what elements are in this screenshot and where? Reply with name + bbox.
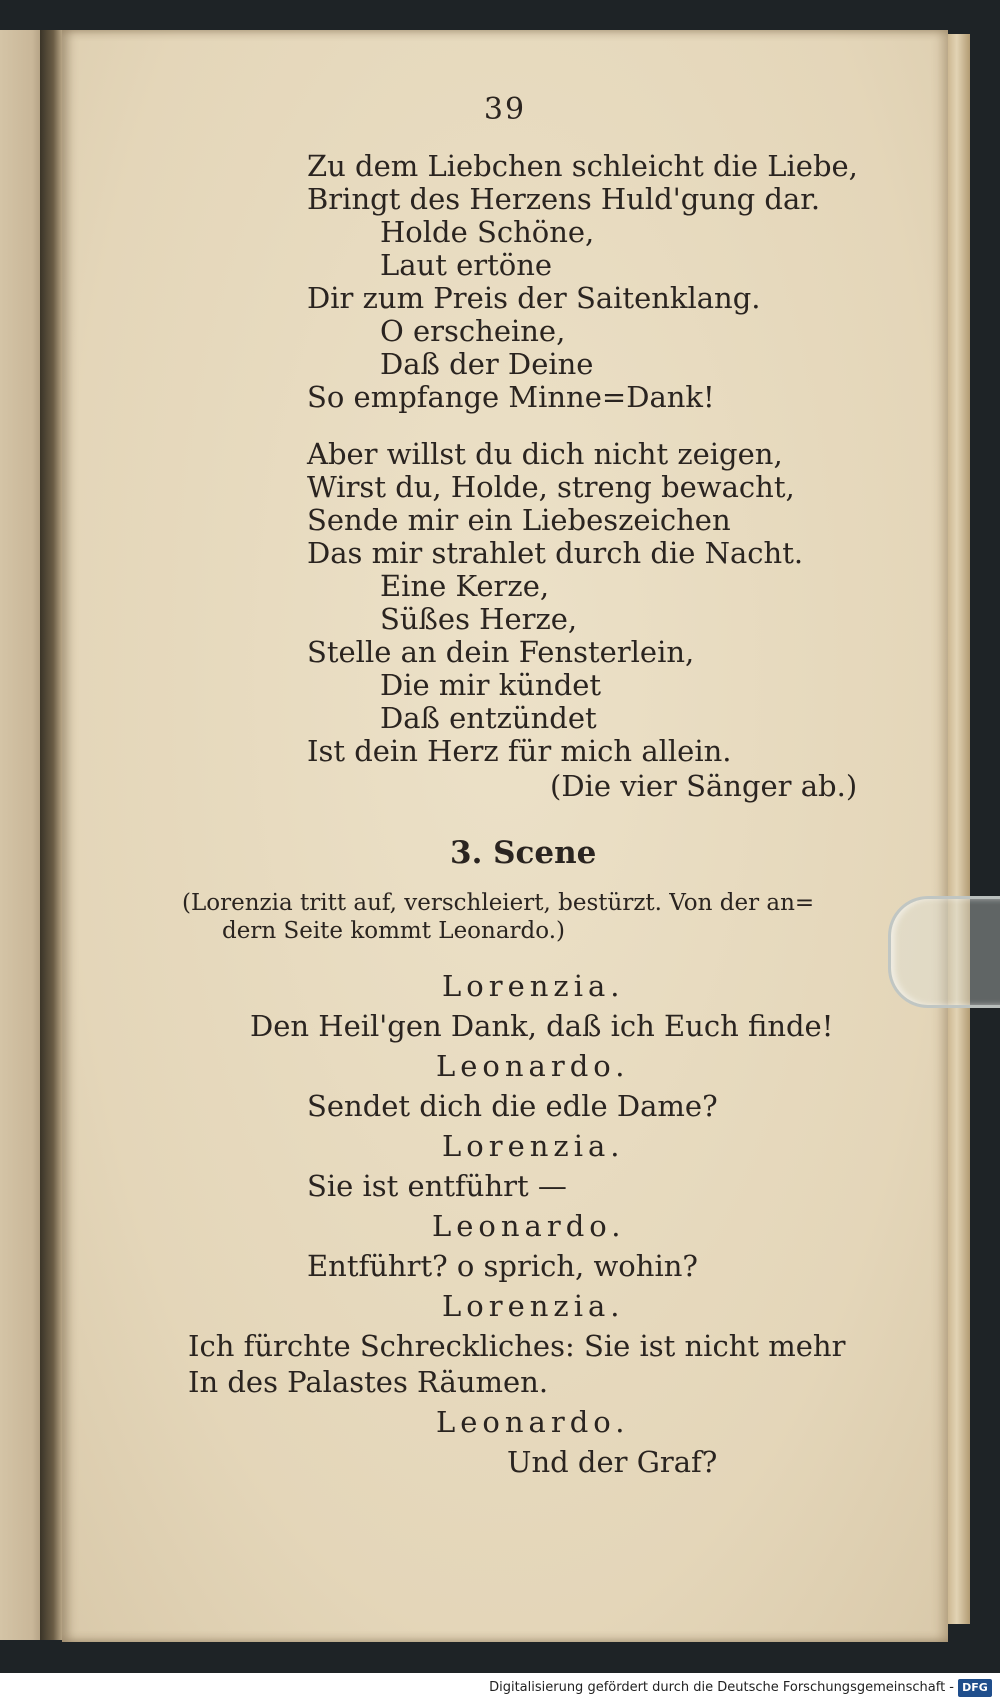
text-line: So empfange Minne=Dank!: [307, 380, 715, 414]
dialogue-line: Und der Graf?: [507, 1445, 718, 1479]
page-clip: [888, 896, 1000, 1008]
stage-direction: dern Seite kommt Leonardo.): [222, 918, 566, 944]
dialogue-line: Entführt? o sprich, wohin?: [307, 1249, 698, 1283]
page-number: 39: [483, 92, 527, 127]
text-line: O erscheine,: [380, 314, 566, 348]
footer-bar: [0, 1673, 1000, 1701]
speaker-name: Leonardo.: [436, 1049, 630, 1083]
text-line: Daß entzündet: [380, 701, 597, 735]
dialogue-line: Sendet dich die edle Dame?: [307, 1089, 718, 1123]
funding-credit: Digitalisierung gefördert durch die Deutsche Forschungsgemeinschaft -: [489, 1680, 954, 1695]
speaker-name: Lorenzia.: [442, 969, 625, 1003]
dfg-logo: DFG: [958, 1679, 992, 1697]
text-line: Holde Schöne,: [380, 215, 595, 249]
dialogue-line: Den Heil'gen Dank, daß ich Euch finde!: [250, 1009, 834, 1043]
text-line: Dir zum Preis der Saitenklang.: [307, 281, 761, 315]
text-line: Eine Kerze,: [380, 569, 550, 603]
text-line: Laut ertöne: [380, 248, 553, 282]
book-gutter: [40, 30, 62, 1640]
speaker-name: Leonardo.: [432, 1209, 626, 1243]
stage-direction: (Die vier Sänger ab.): [550, 769, 858, 803]
speaker-name: Lorenzia.: [442, 1289, 625, 1323]
text-line: Süßes Herze,: [380, 602, 578, 636]
right-page-edge: [948, 34, 970, 1624]
speaker-name: Leonardo.: [436, 1405, 630, 1439]
text-line: Die mir kündet: [380, 668, 602, 702]
dialogue-line: Ich fürchte Schreckliches: Sie ist nicht mehr: [188, 1329, 846, 1363]
text-line: Bringt des Herzens Huld'gung dar.: [307, 182, 821, 216]
text-line: Stelle an dein Fensterlein,: [307, 635, 695, 669]
dialogue-line: Sie ist entführt —: [307, 1169, 567, 1203]
speaker-name: Lorenzia.: [442, 1129, 625, 1163]
text-line: Sende mir ein Liebeszeichen: [307, 503, 731, 537]
book-page: [62, 30, 948, 1642]
text-line: Zu dem Liebchen schleicht die Liebe,: [307, 149, 858, 183]
text-line: Das mir strahlet durch die Nacht.: [307, 536, 804, 570]
dialogue-line: In des Palastes Räumen.: [188, 1365, 549, 1399]
text-line: Ist dein Herz für mich allein.: [307, 734, 732, 768]
text-line: Daß der Deine: [380, 347, 594, 381]
text-line: Wirst du, Holde, streng bewacht,: [307, 470, 795, 504]
stage-direction: (Lorenzia tritt auf, verschleiert, bestürzt. Von der an=: [182, 890, 815, 916]
scene-heading: 3. Scene: [450, 835, 597, 871]
text-line: Aber willst du dich nicht zeigen,: [307, 437, 783, 471]
